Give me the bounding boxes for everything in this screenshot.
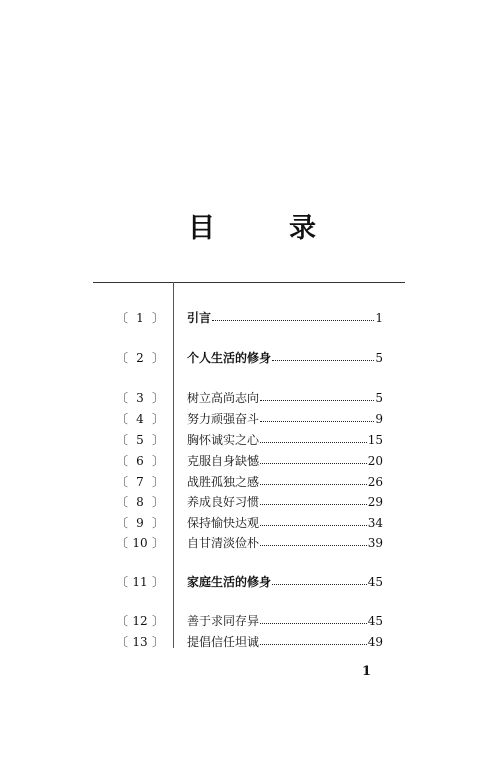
toc-item[interactable]: [0, 611, 504, 631]
toc-item-number: 〔 10 〕: [116, 533, 164, 553]
toc-item-number: 〔 13 〕: [116, 632, 164, 652]
toc-item-number-value: 1: [136, 311, 144, 325]
page-number: 1: [362, 664, 372, 679]
toc-item-entry: [187, 611, 383, 631]
toc-item-number: 〔 1 〕: [116, 308, 164, 328]
toc-item-title: 保持愉快达观: [187, 516, 260, 530]
toc-item-number-value: 9: [136, 516, 144, 530]
toc-item-number-value: 3: [136, 391, 144, 405]
toc-item-page: 49: [367, 635, 383, 649]
toc-item[interactable]: [0, 572, 504, 592]
toc-item-page: 5: [375, 391, 383, 405]
toc-item-page: 26: [367, 475, 383, 489]
toc-item-title: 胸怀诚实之心: [187, 433, 260, 447]
toc-item-number: 〔 7 〕: [116, 472, 164, 492]
toc-item-title: 克服自身缺憾: [187, 454, 260, 468]
toc-item-title: 战胜孤独之感: [187, 475, 260, 489]
toc-item-number-value: 11: [132, 575, 148, 589]
toc-item-title: 提倡信任坦诚: [187, 635, 260, 649]
toc-item-number-value: 5: [136, 433, 144, 447]
toc-item-page: 20: [367, 454, 383, 468]
leader-dots: [272, 360, 374, 361]
leader-dots: [260, 400, 374, 401]
toc-item-page: 39: [367, 536, 383, 550]
toc-item[interactable]: [0, 409, 504, 429]
toc-item-entry: [187, 572, 383, 592]
toc-item-title: 引言: [187, 311, 212, 325]
toc-item[interactable]: [0, 533, 504, 553]
toc-item[interactable]: [0, 492, 504, 512]
toc-item-entry: [187, 409, 383, 429]
toc-item[interactable]: [0, 632, 504, 652]
leader-dots: [260, 525, 367, 526]
toc-item-number-value: 8: [136, 495, 144, 509]
header-rule: [93, 282, 405, 283]
toc-item-number-value: 6: [136, 454, 144, 468]
toc-item-page: 15: [367, 433, 383, 447]
toc-item[interactable]: [0, 451, 504, 471]
toc-item-number: 〔 2 〕: [116, 348, 164, 368]
toc-item[interactable]: [0, 472, 504, 492]
page-title: [0, 206, 504, 245]
toc-item-title: 善于求同存异: [187, 614, 260, 628]
title-char-1: 目: [188, 213, 215, 244]
toc-item-number: 〔 12 〕: [116, 611, 164, 631]
toc-item-page: 45: [367, 575, 383, 589]
toc-item-number-value: 2: [136, 351, 144, 365]
leader-dots: [212, 320, 374, 321]
toc-item-number-value: 4: [136, 412, 144, 426]
toc-item[interactable]: [0, 513, 504, 533]
toc-item-page: 45: [367, 614, 383, 628]
toc-item-title: 努力顽强奋斗: [187, 412, 260, 426]
toc-item-title: 个人生活的修身: [187, 351, 272, 365]
toc-item[interactable]: [0, 348, 504, 368]
toc-item-entry: [187, 308, 383, 328]
toc-item-title: 养成良好习惯: [187, 495, 260, 509]
leader-dots: [260, 442, 367, 443]
toc-item-number-value: 7: [136, 475, 144, 489]
toc-item-entry: [187, 492, 383, 512]
toc-item-page: 5: [375, 351, 383, 365]
toc-item-number: 〔 11 〕: [116, 572, 164, 592]
toc-item-entry: [187, 430, 383, 450]
leader-dots: [260, 484, 367, 485]
toc-item-number: 〔 5 〕: [116, 430, 164, 450]
toc-item-entry: [187, 348, 383, 368]
toc-item[interactable]: [0, 308, 504, 328]
toc-item-title: 家庭生活的修身: [187, 575, 272, 589]
toc-item-page: 9: [375, 412, 383, 426]
toc-item-number: 〔 4 〕: [116, 409, 164, 429]
toc-item-number: 〔 3 〕: [116, 388, 164, 408]
leader-dots: [260, 463, 367, 464]
toc-item-title: 自甘清淡俭朴: [187, 536, 260, 550]
toc-item-number: 〔 9 〕: [116, 513, 164, 533]
toc-item-number: 〔 6 〕: [116, 451, 164, 471]
toc-item-number-value: 13: [132, 635, 148, 649]
toc-item-entry: [187, 388, 383, 408]
toc-item-entry: [187, 513, 383, 533]
toc-item-entry: [187, 632, 383, 652]
toc-item-page: 34: [367, 516, 383, 530]
leader-dots: [260, 421, 374, 422]
toc-item-entry: [187, 472, 383, 492]
toc-item-page: 1: [375, 311, 383, 325]
toc-item-page: 29: [367, 495, 383, 509]
toc-item-title: 树立高尚志向: [187, 391, 260, 405]
toc-item-number-value: 12: [132, 614, 148, 628]
toc-item[interactable]: [0, 430, 504, 450]
toc-item-entry: [187, 533, 383, 553]
leader-dots: [260, 623, 367, 624]
toc-item-number: 〔 8 〕: [116, 492, 164, 512]
leader-dots: [272, 584, 367, 585]
leader-dots: [260, 545, 367, 546]
leader-dots: [260, 644, 367, 645]
toc-item-entry: [187, 451, 383, 471]
title-char-2: 录: [289, 213, 316, 244]
toc-item[interactable]: [0, 388, 504, 408]
toc-item-number-value: 10: [132, 536, 148, 550]
leader-dots: [260, 504, 367, 505]
